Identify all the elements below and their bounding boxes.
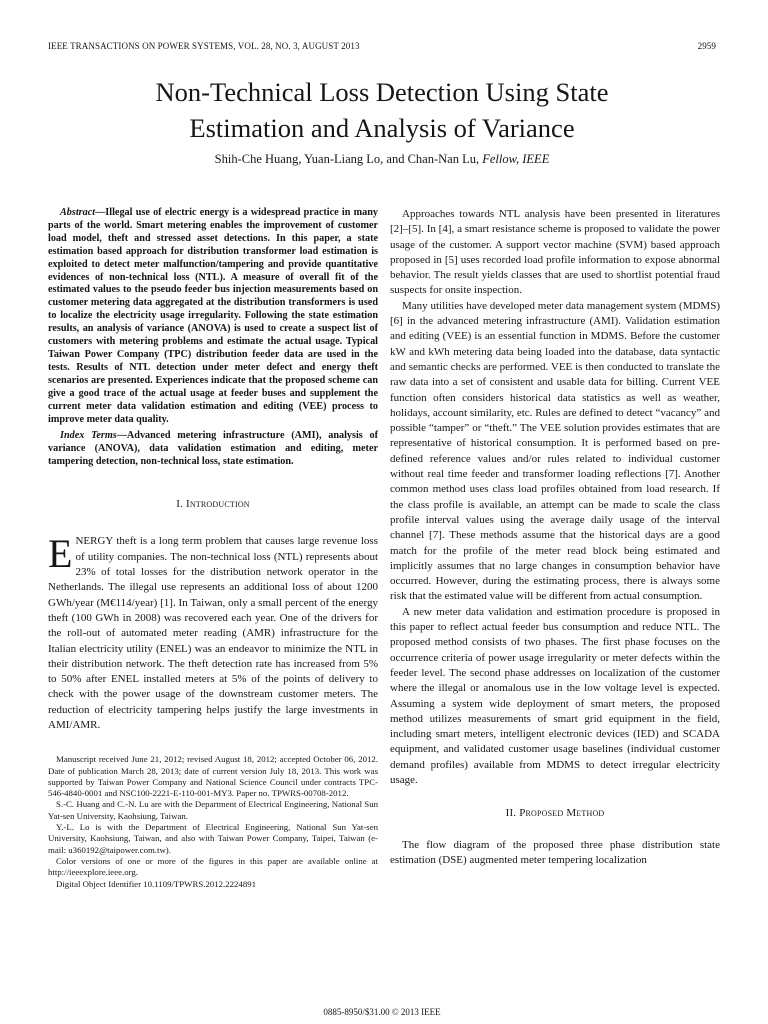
footnote-color: Color versions of one or more of the figures in this paper are available online at http://ieeexplore.ieee.org. [48, 855, 378, 878]
body-paragraph: The flow diagram of the proposed three phase distribution state estimation (DSE) augmented meter tempering localization [390, 838, 720, 866]
index-terms-label: Index Terms [60, 430, 117, 442]
paper-title [48, 74, 716, 146]
abstract-text: —Illegal use of electric energy is a widespread practice in many parts of the world. Smart metering enables the improvement of customer load model, theft and stressed asset detections. In this paper, a state estimation based approach for distribution transformer load estimation is exploited to detect meter malfunction/tampering and provide quantitative evidences of non-technical loss (NTL). A measure of overall fit of the estimated values to the pseudo feeder bus injection measurements based on customer metering data aggregated at the distribution transformers is used to localize the electricity usage irregularity. Following the state estimation results, an analysis of variance (ANOVA) is used to create a suspect list of customers with metering problems and estimate the actual usage. Typical Taiwan Power Company (TPC) distribution feeder data are used in the tests. Results of NTL detection under meter defect and energy theft scenarios are presented. Experiences indicate that the proposed scheme can give a good trace of the actual usage at feeder buses and supplement the current meter data validation estimation and editing (VEE) process to improve meter data quality. [48, 207, 378, 425]
abstract [48, 207, 378, 426]
page-number: 2959 [697, 41, 716, 51]
drop-cap: E [48, 531, 73, 577]
index-terms-text: —Advanced metering infrastructure (AMI), analysis of variance (ANOVA), data validation estimation and editing, meter tampering detection, non-technical loss, state estimation. [48, 430, 378, 468]
section-heading-introduction: I. Introduction [176, 498, 250, 511]
footnote-manuscript: Manuscript received June 21, 2012; revised August 18, 2012; accepted October 06, 2012. Date of publication March 28, 2013; date of current version July 18, 2013. This work was supported by Taiwan Power Company and National Science Council under contracts TPC-546-4840-0001 and NSC100-2221-E-110-001-MY3. Paper no. TPWRS-00708-2012. [48, 754, 378, 799]
intro-text: NERGY theft is a long term problem that causes large revenue loss of utility companies. The non-technical loss (NTL) represents about 23% of total losses for the distribution network operator in the Netherlands. The illegal use represents an additional loss of about 1200 GWh/year (M€114/year) [1]. In Taiwan, only a small percent of the energy theft (100 GWh in 2008) was recovered each year. One of the drivers for the roll-out of automated meter reading (AMR) infrastructure for the Italian electricity utility (ENEL) was an endeavor to minimize the NTL in their distribution network. The theft detection rate has increased from 5% to 50% after ENEL installed meters at 5% of the points of delivery to check with the power usage of the downstream customer meters. The reduction of electricity tampering helps justify the large investments in AMI/AMR. [48, 535, 378, 731]
author-fellow: Fellow, IEEE [482, 152, 550, 166]
index-terms [48, 430, 378, 469]
body-paragraph: Many utilities have developed meter data management system (MDMS) [6] in the advanced metering infrastructure (AMI). Validation estimation and editing (VEE) is an essential function in MDMS. Before the customer kW and kWh metering data being loaded into the database, data syntactic and semantic checks are performed. VEE is then conducted to translate the raw data into a set of consistent and usable data for billing. Current VEE function often considers historical data statistics as well as weather, holidays, account similarity, etc. Rules are defined to detect “vacancy” and possible “tamper” or “theft.” The VEE solution provides estimates that are representative of historical consumption. It is performed based on pre-defined reference values and/or rules related to individual customer without real time feeder and transformer loading reflections [7]. Another common method uses class load profiles obtained from load research. If the class profile is available, an attempt can be made to scale the class profile interval values using the average daily usage of the interval channel [7]. These methods assume that the historical days are a good match for the profile of the meter read block being estimated and implicitly assumes that no large changes in consumption behavior have occurred. However, during the estimating process, there is always some risk that the estimated value will be different from actual consumption. [390, 299, 720, 603]
footnote-affiliation-1: S.-C. Huang and C.-N. Lu are with the Department of Electrical Engineering, National Sun Yat-sen University, Kaohsiung, Taiwan. [48, 799, 378, 821]
footnotes [48, 754, 378, 890]
section-heading-proposed-method: II. Proposed Method [505, 807, 605, 820]
abstract-label: Abstract [60, 207, 96, 218]
author-names: Shih-Che Huang, Yuan-Liang Lo, and Chan-Nan Lu, [214, 152, 480, 166]
title-line-2: Estimation and Analysis of Variance [189, 113, 575, 143]
body-paragraph: Approaches towards NTL analysis have been presented in literatures [2]–[5]. In [4], a smart resistance scheme is proposed to validate the power usage of the customer. A support vector machine (SVM) based approach proposed in [5] uses recorded load profile information to expose abnormal behavior. The result yields classes that are used to shortlist potential fraud suspects for onsite inspection. [390, 208, 720, 297]
author-list [48, 152, 716, 167]
running-header [48, 41, 716, 53]
footnote-doi: Digital Object Identifier 10.1109/TPWRS.2012.2224891 [56, 878, 257, 889]
title-line-1: Non-Technical Loss Detection Using State [155, 77, 609, 107]
right-column [390, 207, 720, 868]
journal-citation: IEEE TRANSACTIONS ON POWER SYSTEMS, VOL. 28, NO. 3, AUGUST 2013 [48, 41, 360, 51]
footnote-affiliation-2: Y.-L. Lo is with the Department of Electrical Engineering, National Sun Yat-sen University, Kaohsiung, Taiwan, and also with Taiwan Power Company, Taipei, Taiwan (e-mail: u360192@taipower.com.tw). [48, 822, 378, 855]
copyright-footer: 0885-8950/$31.00 © 2013 IEEE [323, 1007, 441, 1017]
left-column [48, 207, 378, 890]
body-paragraph: A new meter data validation and estimation procedure is proposed in this paper to reflect actual feeder bus consumption and reduce NTL. The proposed method consists of two phases. The first phase focuses on the occurrence criteria of power usage irregularity or meter defects within the feeder level. The second phase addresses on localization of the customer where the illegal or anomalous use in the low voltage level is expected. Assuming a system wide deployment of smart meters, the proposed method utilizes measurements of smart grid equipment in the field, including smart meters, intelligent electronic devices (IED) and SCADA equipment, and validated customer usage baselines (individual customer demand profiles) available from MDMS to detect irregular electricity usage. [390, 605, 720, 786]
intro-paragraph [48, 531, 378, 733]
